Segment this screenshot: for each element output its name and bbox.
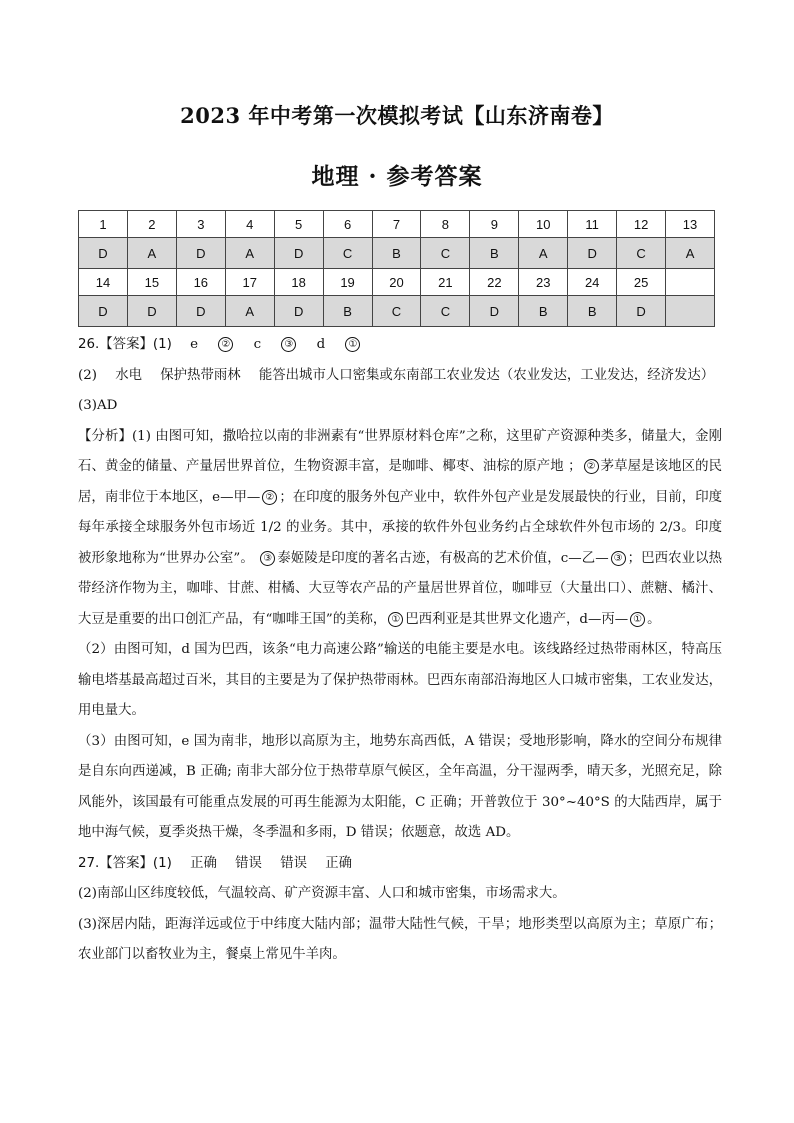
q27-answer-line2: (2)南部山区纬度较低，气温较高、矿产资源丰富、人口和城市密集，市场需求大。 — [78, 886, 566, 901]
q26-analysis-1: 【分析】(1) 由图可知，撒哈拉以南的非洲素有“世界原材料仓库”之称，这里矿产资源种类多，储量大，金刚石、黄金的储量、产量居世界首位，生物资源丰富，是咖啡、椰枣、油棕的原产地 ； ② 茅草屋是该地区的民居，南非位于本地区，e—甲— ② ；在印度的服务外包产业中，软件外包产业是发展最快的行业，目前，印度每年承接全球服务外包市场近 1/2 的业务。其中，承接的软件外包业务约占全球软件外包市场的 2/3。印度被形象地称为“世界办公室”。 ③ 泰姬陵是印度的著名古迹，有极高的艺术价值，c—乙— ③ ；巴西农业以热带经济作物为主，咖啡、甘蔗、柑橘、大豆等农产品的产量居世界首位，咖啡豆（大量出口）、蔗糖、橘汁、大豆是重要的出口创汇产品，有“咖啡王国”的美称， ① 巴西利亚是其世界文化遗产，d—丙— ① 。 — [78, 428, 722, 627]
q27-answer-line1: 27.【答案】(1) 正确 错误 错误 正确 — [78, 855, 353, 871]
answer-cell: A — [666, 238, 715, 269]
question-number-cell: 19 — [323, 269, 372, 296]
question-number-cell: 9 — [470, 211, 519, 238]
question-number-cell: 20 — [372, 269, 421, 296]
question-number-cell: 23 — [519, 269, 568, 296]
question-number-cell: 10 — [519, 211, 568, 238]
question-number-cell: 7 — [372, 211, 421, 238]
answer-cell: B — [519, 296, 568, 327]
answer-row — [79, 296, 715, 327]
q26-answer-line1: 26.【答案】(1) e ② c ③ d ① — [78, 330, 722, 361]
answer-cell: D — [274, 238, 323, 269]
answer-cell: A — [225, 296, 274, 327]
circled-1-icon: ① — [388, 612, 403, 627]
circled-1-icon: ① — [630, 612, 645, 627]
answer-cell: A — [127, 238, 176, 269]
question-number-cell: 16 — [176, 269, 225, 296]
answer-cell: C — [617, 238, 666, 269]
document-title: 2023 年中考第一次模拟考试【山东济南卷】 — [180, 103, 614, 128]
question-number-cell: 17 — [225, 269, 274, 296]
question-number-cell: 5 — [274, 211, 323, 238]
answer-cell: B — [568, 296, 617, 327]
q26-answer-line3: (3)AD — [78, 398, 118, 413]
answer-table — [78, 210, 715, 327]
answer-cell: B — [372, 238, 421, 269]
answer-cell: C — [372, 296, 421, 327]
answer-cell: D — [568, 238, 617, 269]
answer-row — [79, 238, 715, 269]
question-number-row — [79, 269, 715, 296]
answer-cell: D — [617, 296, 666, 327]
question-number-cell: 3 — [176, 211, 225, 238]
answer-cell: A — [519, 238, 568, 269]
answer-cell: D — [127, 296, 176, 327]
question-number-cell: 13 — [666, 211, 715, 238]
question-number-cell: 12 — [617, 211, 666, 238]
answer-cell: D — [274, 296, 323, 327]
question-number-cell: 21 — [421, 269, 470, 296]
answer-cell: C — [323, 238, 372, 269]
question-number-cell: 4 — [225, 211, 274, 238]
circled-3-icon: ③ — [281, 337, 296, 352]
question-number-cell: 11 — [568, 211, 617, 238]
question-number-cell: 25 — [617, 269, 666, 296]
q27-answer-line3: (3)深居内陆，距海洋远或位于中纬度大陆内部；温带大陆性气候，干旱；地形类型以高原为主；草原广布；农业部门以畜牧业为主，餐桌上常见牛羊肉。 — [78, 916, 722, 962]
answer-cell: D — [176, 296, 225, 327]
circled-2-icon: ② — [262, 490, 277, 505]
answer-cell — [666, 296, 715, 327]
answer-cell: D — [470, 296, 519, 327]
circled-2-icon: ② — [218, 337, 233, 352]
answer-cell: B — [323, 296, 372, 327]
q26-analysis-3: （3）由图可知，e 国为南非，地形以高原为主，地势东高西低，A 错误；受地形影响，降水的空间分布规律是自东向西递减，B 正确; 南非大部分位于热带草原气候区，全年高温，分干湿两季，晴天多，光照充足，除风能外，该国最有可能重点发展的可再生能源为太阳能，C 正确；开普敦位于 30°~40°S 的大陆西岸，属于地中海气候，夏季炎热干燥，冬季温和多雨，D 错误；依题意，故选 AD。 — [78, 733, 722, 840]
document-subtitle: 地理 · 参考答案 — [311, 163, 483, 190]
question-number-cell — [666, 269, 715, 296]
question-number-cell: 22 — [470, 269, 519, 296]
answer-cell: D — [176, 238, 225, 269]
answer-content — [78, 330, 722, 971]
question-number-cell: 6 — [323, 211, 372, 238]
circled-3-icon: ③ — [611, 551, 626, 566]
question-number-cell: 1 — [79, 211, 128, 238]
question-number-row — [79, 211, 715, 238]
circled-2-icon: ② — [584, 459, 599, 474]
question-number-cell: 8 — [421, 211, 470, 238]
circled-1-icon: ① — [345, 337, 360, 352]
q26-answer-line2: (2) 水电 保护热带雨林 能答出城市人口密集或东南部工农业发达（农业发达，工业发达，经济发达） — [78, 367, 715, 383]
question-number-cell: 14 — [79, 269, 128, 296]
circled-3-icon: ③ — [260, 551, 275, 566]
answer-cell: D — [79, 296, 128, 327]
question-number-cell: 15 — [127, 269, 176, 296]
answer-cell: B — [470, 238, 519, 269]
question-number-cell: 18 — [274, 269, 323, 296]
question-number-cell: 2 — [127, 211, 176, 238]
answer-cell: D — [79, 238, 128, 269]
answer-cell: C — [421, 238, 470, 269]
answer-cell: C — [421, 296, 470, 327]
question-number-cell: 24 — [568, 269, 617, 296]
answer-cell: A — [225, 238, 274, 269]
q26-analysis-2: （2）由图可知，d 国为巴西，该条“电力高速公路”输送的电能主要是水电。该线路经过热带雨林区，特高压输电塔基最高超过百米，其目的主要是为了保护热带雨林。巴西东南部沿海地区人口城市密集，工农业发达，用电量大。 — [78, 642, 722, 718]
